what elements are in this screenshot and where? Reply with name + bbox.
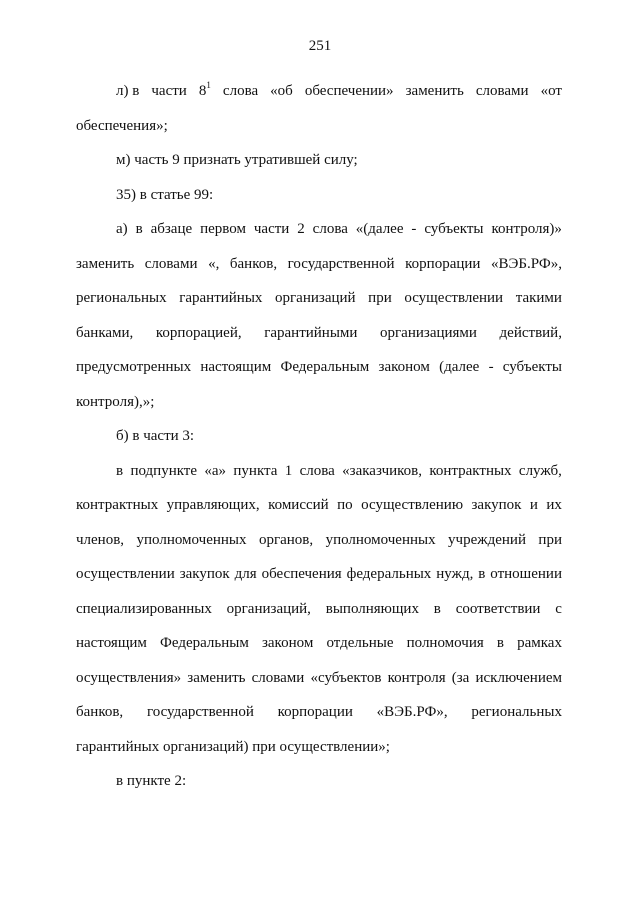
word: заменить	[187, 669, 246, 686]
word: гарантийными	[264, 324, 358, 341]
word: контрактных	[76, 497, 159, 513]
word: слова	[312, 221, 348, 237]
word: «от	[540, 83, 562, 99]
word: а)	[116, 221, 128, 237]
text-line	[76, 523, 562, 558]
word: настоящим	[76, 635, 147, 651]
word: заменить	[405, 83, 464, 99]
word: «а»	[204, 462, 227, 479]
word: словами	[475, 83, 529, 99]
line-text: гарантийных организаций) при осуществлении»;	[76, 738, 390, 755]
word: (далее	[439, 359, 480, 375]
word: служб,	[518, 462, 562, 479]
word: банков,	[229, 255, 278, 272]
word: специализированных	[76, 600, 212, 617]
word: нужд,	[436, 566, 474, 582]
word: региональных	[471, 704, 562, 720]
word: отдельные	[326, 635, 394, 651]
text-line	[76, 592, 562, 627]
word: при	[538, 531, 562, 548]
word: для	[234, 566, 257, 582]
word: организаций,	[226, 600, 311, 617]
word: абзаце	[150, 221, 193, 237]
word: банками,	[76, 324, 134, 341]
word: предусмотренных	[76, 359, 192, 375]
word: контрактных	[429, 462, 512, 479]
word: полномочия	[406, 635, 484, 651]
word: слова	[299, 462, 335, 479]
word: «об	[270, 83, 293, 99]
text-line	[76, 281, 562, 316]
word: корпорации	[405, 255, 481, 272]
word: государственной	[287, 255, 395, 272]
word: федеральных	[346, 566, 432, 582]
word: пункта	[233, 462, 278, 479]
word: государственной	[146, 704, 254, 720]
word: 2	[297, 221, 305, 237]
word: корпорации	[277, 704, 353, 720]
word: обеспечения	[261, 566, 342, 582]
word: $8^1$	[198, 80, 211, 99]
word: уполномоченных	[136, 531, 247, 548]
word: в	[496, 635, 504, 651]
word: уполномоченных	[325, 531, 436, 548]
word: осуществления»	[76, 669, 182, 686]
word: слова	[222, 83, 259, 99]
line-text: 35) в статье 99:	[116, 186, 214, 203]
word: исключением	[475, 669, 562, 686]
text-line	[76, 385, 562, 420]
word: подпункте	[130, 462, 198, 479]
word: контроля	[387, 669, 446, 686]
word: рамках	[517, 635, 562, 651]
word: закупок	[179, 566, 230, 582]
line-text: обеспечения»;	[76, 117, 168, 134]
word: л) в	[116, 83, 140, 99]
word: осуществлении	[404, 290, 504, 306]
word: контроля)»	[491, 221, 562, 237]
word: «ВЭБ.РФ»,	[376, 704, 448, 720]
word: членов,	[76, 531, 125, 548]
word: отношении	[490, 566, 562, 582]
text-line	[76, 764, 562, 799]
word: такими	[515, 290, 562, 306]
text-line	[76, 488, 562, 523]
word: региональных	[76, 290, 167, 306]
word: гарантийных	[179, 290, 263, 306]
text-line	[76, 316, 562, 351]
text-line	[76, 74, 562, 109]
line-text: б) в части 3:	[116, 428, 195, 444]
word: в	[478, 566, 486, 582]
word: «(далее	[355, 221, 404, 237]
word: первом	[200, 221, 246, 237]
word: Федеральным	[280, 359, 370, 375]
word: субъекты	[502, 359, 562, 375]
word: «заказчиков,	[342, 462, 423, 479]
word: при	[368, 290, 392, 306]
word: словами	[251, 669, 305, 686]
page-number: 251	[308, 38, 332, 54]
text-line	[76, 143, 562, 178]
line-text: в пункте 2:	[116, 773, 187, 789]
word: части	[151, 83, 187, 99]
word: субъекты	[424, 221, 484, 237]
line-text: м) часть 9 признать утратившей силу;	[116, 152, 358, 168]
text-line	[76, 178, 562, 213]
text-line	[76, 247, 562, 282]
word: осуществлению	[361, 497, 464, 513]
word: органов,	[258, 531, 314, 548]
word: в	[433, 600, 441, 617]
document-body	[76, 74, 562, 799]
word: выполняющих	[325, 600, 419, 617]
word: -	[488, 359, 494, 375]
text-line	[76, 350, 562, 385]
text-line	[76, 626, 562, 661]
word: организаций	[275, 290, 356, 306]
word: управляющих,	[166, 497, 260, 513]
word: законом	[378, 359, 430, 375]
word: заменить	[76, 255, 135, 272]
word: организациями	[380, 324, 477, 341]
word: в	[116, 462, 124, 479]
text-line	[76, 695, 562, 730]
text-line	[76, 212, 562, 247]
word: корпорацией,	[155, 324, 242, 341]
superscript: 1	[206, 80, 211, 90]
text-line	[76, 419, 562, 454]
word: комиссий	[268, 497, 329, 513]
text-line	[76, 454, 562, 489]
word: обеспечении»	[304, 83, 394, 99]
word: соответствии	[455, 600, 541, 617]
word: «субъектов	[310, 669, 382, 686]
text-line	[76, 730, 562, 765]
word: настоящим	[200, 359, 272, 375]
word: «ВЭБ.РФ»,	[491, 255, 562, 272]
word: (за	[451, 669, 470, 686]
word: закупок	[471, 497, 522, 513]
word: и	[529, 497, 538, 513]
word: действий,	[499, 324, 562, 341]
word: учреждений	[448, 531, 526, 548]
word: -	[411, 221, 417, 237]
word: в	[135, 221, 143, 237]
word: «,	[208, 255, 220, 272]
word: банков,	[76, 704, 124, 720]
word: их	[546, 497, 562, 513]
word: законом	[261, 635, 314, 651]
word: части	[253, 221, 290, 237]
word: осуществлении	[76, 566, 175, 582]
text-line	[76, 661, 562, 696]
word: Федеральным	[160, 635, 249, 651]
word: по	[337, 497, 353, 513]
text-line	[76, 557, 562, 592]
word: 1	[284, 462, 293, 479]
word: словами	[144, 255, 198, 272]
line-text: контроля),»;	[76, 393, 155, 410]
word: с	[555, 600, 562, 617]
text-line	[76, 109, 562, 144]
